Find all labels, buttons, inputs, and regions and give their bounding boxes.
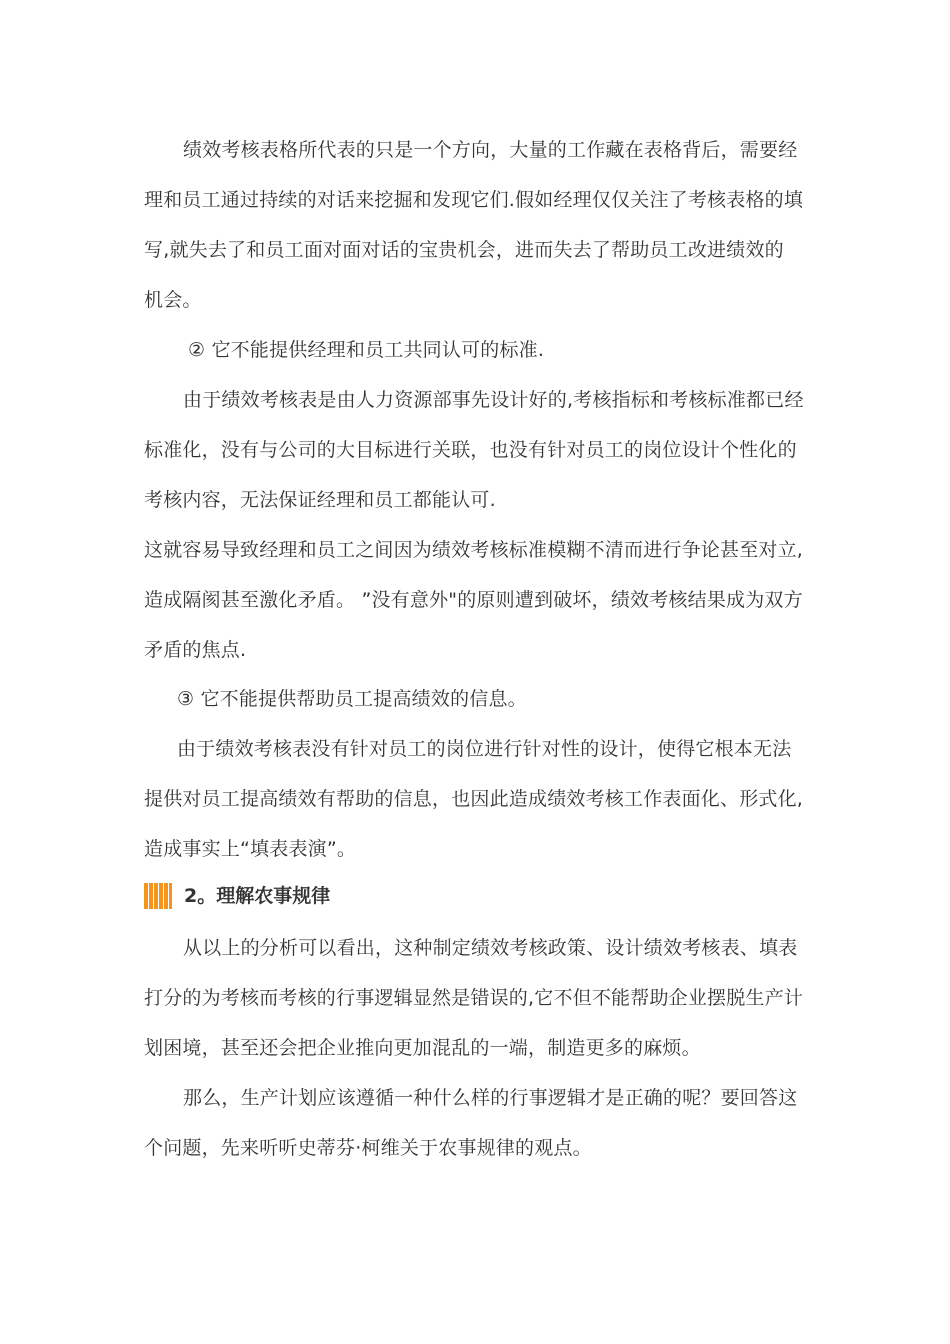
text-line: 由于绩效考核表没有针对员工的岗位进行针对性的设计，使得它根本无法 bbox=[177, 738, 792, 760]
list-item-heading: ② 它不能提供经理和员工共同认可的标准. bbox=[188, 339, 545, 361]
text-line: 考核内容，无法保证经理和员工都能认可. bbox=[144, 489, 496, 511]
text-line: 理和员工通过持续的对话来挖掘和发现它们.假如经理仅仅关注了考核表格的填 bbox=[144, 189, 804, 211]
text-line: 从以上的分析可以看出，这种制定绩效考核政策、设计绩效考核表、填表 bbox=[183, 937, 798, 959]
text-line: 个问题，先来听听史蒂芬·柯维关于农事规律的观点。 bbox=[144, 1137, 592, 1159]
text-line: 造成隔阂甚至激化矛盾。 ”没有意外"的原则遭到破坏，绩效考核结果成为双方 bbox=[144, 589, 803, 611]
list-item-heading: ③ 它不能提供帮助员工提高绩效的信息。 bbox=[177, 688, 527, 710]
text-line: 写,就失去了和员工面对面对话的宝贵机会，进而失去了帮助员工改进绩效的 bbox=[144, 239, 784, 261]
text-line: 划困境，甚至还会把企业推向更加混乱的一端，制造更多的麻烦。 bbox=[144, 1037, 701, 1059]
text-line: 机会。 bbox=[144, 289, 202, 311]
text-line: 由于绩效考核表是由人力资源部事先设计好的,考核指标和考核标准都已经 bbox=[183, 389, 804, 411]
section-heading-text: 2。理解农事规律 bbox=[184, 885, 331, 907]
heading-bar-icon bbox=[144, 883, 172, 909]
text-line: 绩效考核表格所代表的只是一个方向，大量的工作藏在表格背后，需要经 bbox=[183, 139, 798, 161]
text-line: 这就容易导致经理和员工之间因为绩效考核标准模糊不清而进行争论甚至对立, bbox=[144, 539, 804, 561]
text-line: 那么，生产计划应该遵循一种什么样的行事逻辑才是正确的呢？要回答这 bbox=[183, 1087, 798, 1109]
text-line: 造成事实上“填表表演”。 bbox=[144, 838, 357, 860]
text-line: 打分的为考核而考核的行事逻辑显然是错误的,它不但不能帮助企业摆脱生产计 bbox=[144, 987, 804, 1009]
text-line: 矛盾的焦点. bbox=[144, 639, 247, 661]
text-line: 提供对员工提高绩效有帮助的信息，也因此造成绩效考核工作表面化、形式化, bbox=[144, 788, 804, 810]
section-heading bbox=[144, 883, 330, 909]
text-line: 标准化，没有与公司的大目标进行关联，也没有针对员工的岗位设计个性化的 bbox=[144, 439, 797, 461]
